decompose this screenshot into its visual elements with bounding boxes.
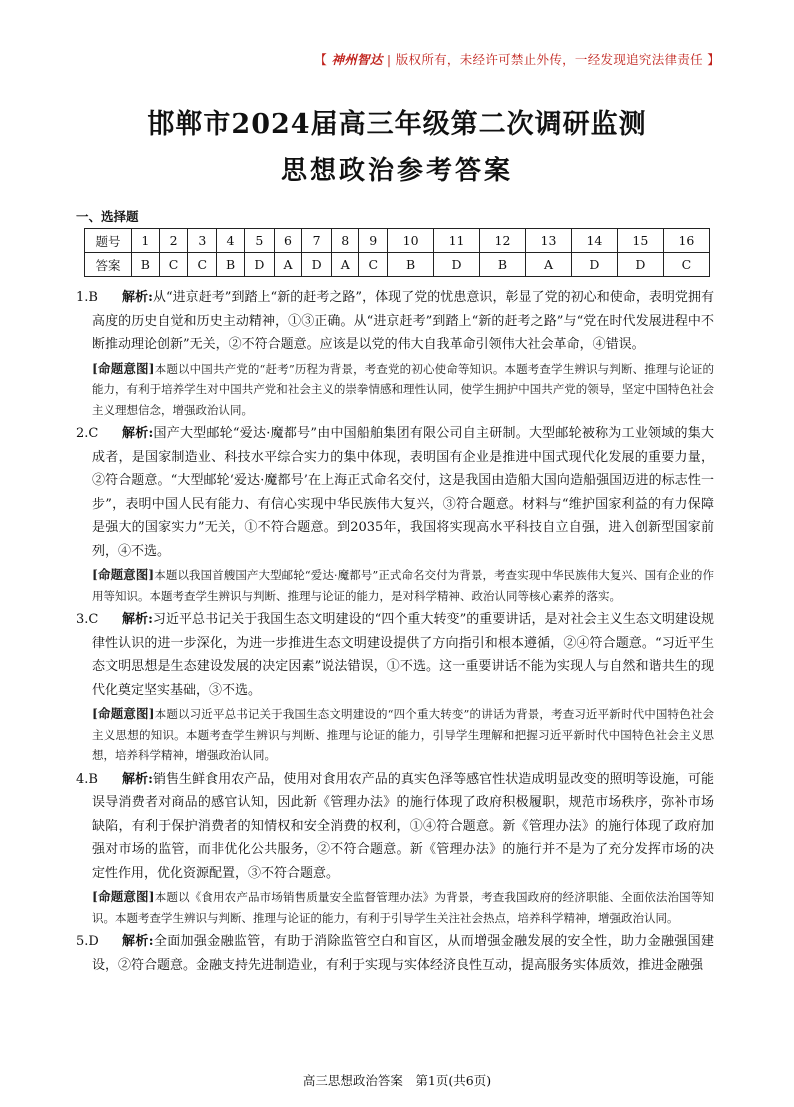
answer-explanations (76, 286, 714, 977)
intent-label: [命题意图] (92, 889, 155, 904)
table-cell: 7 (302, 229, 332, 253)
table-cell: A (274, 253, 301, 277)
question-analysis (76, 286, 714, 357)
table-cell: 14 (571, 229, 617, 253)
table-cell: 5 (244, 229, 274, 253)
table-cell: C (159, 253, 188, 277)
intent-text: 本题以我国首艘国产大型邮轮“爱达·魔都号”正式命名交付为背景，考查实现中华民族伟大复兴、国有企业的作用等知识。本题考查学生辨识与判断、推理与论证的能力，是对科学精神、政治认同等核心素养的落实。 (92, 568, 714, 603)
table-cell: A (525, 253, 571, 277)
table-cell: 2 (159, 229, 188, 253)
table-cell: B (480, 253, 526, 277)
table-cell: B (388, 253, 434, 277)
section-heading: 一、选择题 (76, 209, 139, 224)
intent-label: [命题意图] (92, 706, 155, 721)
document-subtitle: 思想政治参考答案 (280, 156, 513, 186)
copyright-text: 版权所有，未经许可禁止外传，一经发现追究法律责任 (395, 52, 703, 67)
table-cell: D (302, 253, 332, 277)
intent-text: 本题以《食用农产品市场销售质量安全监督管理办法》为背景，考查我国政府的经济职能、全面依法治国等知识。本题考查学生辨识与判断、推理与论证的能力，有利于引导学生关注社会热点，培养科学精神，增强政治认同。 (92, 890, 714, 925)
table-cell: 13 (525, 229, 571, 253)
answer-table (84, 228, 710, 277)
analysis-text: 全面加强金融监管，有助于消除监管空白和盲区，从而增强金融发展的安全性，助力金融强国建设，②符合题意。金融支持先进制造业，有利于实现与实体经济良性互动，提高服务实体质效，推进金融强 (92, 934, 714, 973)
analysis-text: 从“进京赶考”到踏上“新的赶考之路”，体现了党的忧患意识，彰显了党的初心和使命，表明党拥有高度的历史自觉和历史主动精神，①③正确。从“进京赶考”到踏上“新的赶考之路”与“党在时代发展进程中不断推动理论创新”无关，②不符合题意。应该是以党的伟大自我革命引领伟大社会革命，④错误。 (92, 290, 714, 352)
analysis-label: 解析: (122, 426, 154, 441)
analysis-label: 解析: (122, 612, 153, 627)
analysis-text: 国产大型邮轮“爱达·魔都号”由中国船舶集团有限公司自主研制。大型邮轮被称为工业领域的集大成者，是国家制造业、科技水平综合实力的集中体现，表明国有企业是推进中国式现代化发展的重要力量，②符合题意。“大型邮轮‘爱达·魔都号’在上海正式命名交付，这是我国由造船大国向造船强国迈进的标志性一步”，表明中国人民有能力、有信心实现中华民族伟大复兴，③符合题意。材料与“维护国家利益的有力保障是强大的国家实力”无关，①不符合题意。到2035年，我国将实现高水平科技自立自强，进入创新型国家前列，④不选。 (92, 426, 714, 559)
question-intent (76, 887, 714, 928)
table-cell: C (188, 253, 217, 277)
intent-label: [命题意图] (92, 567, 155, 582)
table-cell: 10 (388, 229, 434, 253)
table-cell: 11 (434, 229, 480, 253)
question-analysis (76, 608, 714, 702)
table-cell: D (434, 253, 480, 277)
page-footer: 高三思想政治答案 第1页(共6页) (302, 1073, 492, 1088)
question-intent (76, 704, 714, 766)
table-cell: A (332, 253, 359, 277)
question-analysis (76, 768, 714, 886)
analysis-label: 解析: (122, 934, 154, 949)
intent-label: [命题意图] (92, 360, 155, 376)
intent-text: 本题以习近平总书记关于我国生态文明建设的“四个重大转变”的讲话为背景，考查习近平新时代中国特色社会主义思想的知识。本题考查学生辨识与判断、推理与论证的能力，引导学生理解和把握习近平新时代中国特色社会主义思想，培养科学精神，增强政治认同。 (92, 707, 714, 762)
table-cell: 9 (359, 229, 388, 253)
question-intent (76, 359, 714, 421)
table-cell: D (617, 253, 663, 277)
analysis-text: 销售生鲜食用农产品，使用对食用农产品的真实色泽等感官性状造成明显改变的照明等设施，可能误导消费者对商品的感官认知，因此新《管理办法》的施行体现了政府积极履职，规范市场秩序，弥补市场缺陷，有利于保护消费者的知情权和安全消费的权利，①④符合题意。新《管理办法》的施行体现了政府加强对市场的监管，而非优化公共服务，②不符合题意。新《管理办法》的施行并不是为了充分发挥市场的决定性作用，优化资源配置，③不符合题意。 (92, 771, 714, 881)
question-analysis (76, 930, 714, 977)
question-intent (76, 565, 714, 606)
row-label-number: 题号 (85, 229, 132, 253)
question-number: 5.D (76, 934, 99, 949)
table-cell: 4 (217, 229, 245, 253)
question-number: 2.C (76, 426, 99, 441)
table-cell: D (244, 253, 274, 277)
document-title: 邯郸市2024届高三年级第二次调研监测 (147, 109, 647, 140)
analysis-label: 解析: (122, 290, 153, 305)
question-analysis (76, 422, 714, 563)
table-cell: B (217, 253, 245, 277)
table-cell: 1 (132, 229, 160, 253)
question-number-row (85, 229, 710, 253)
table-cell: 8 (332, 229, 359, 253)
row-label-answer: 答案 (85, 253, 132, 277)
copyright-notice: 【 神州智达 | 版权所有，未经许可禁止外传，一经发现追究法律责任 】 (314, 52, 720, 67)
table-cell: 12 (480, 229, 526, 253)
table-cell: 6 (274, 229, 301, 253)
question-number: 4.B (76, 771, 98, 787)
table-cell: B (132, 253, 160, 277)
answer-row (85, 253, 710, 277)
intent-text: 本题以中国共产党的“赶考”历程为背景，考查党的初心使命等知识。本题考查学生辨识与判断、推理与论证的能力，有利于培养学生对中国共产党和社会主义的崇拳情感和理性认同，使学生拥护中国共产党的领导，坚定中国特色社会主义理想信念，增强政治认同。 (92, 361, 714, 417)
table-cell: 3 (188, 229, 217, 253)
analysis-text: 习近平总书记关于我国生态文明建设的“四个重大转变”的重要讲话，是对社会主义生态文明建设规律性认识的进一步深化，为进一步推进生态文明建设提供了方向指引和根本遵循，②④符合题意。“习近平生态文明思想是生态建设发展的决定因素”说法错误，①不选。这一重要讲话不能为实现人与自然和谐共生的现代化奠定坚实基础，③不选。 (92, 612, 714, 698)
analysis-label: 解析: (122, 771, 153, 787)
table-cell: 15 (617, 229, 663, 253)
question-number: 3.C (76, 612, 99, 627)
question-number: 1.B (76, 290, 98, 305)
table-cell: D (571, 253, 617, 277)
table-cell: C (663, 253, 709, 277)
table-cell: 16 (663, 229, 709, 253)
brand-logo: 神州智达 (331, 52, 383, 67)
table-cell: C (359, 253, 388, 277)
